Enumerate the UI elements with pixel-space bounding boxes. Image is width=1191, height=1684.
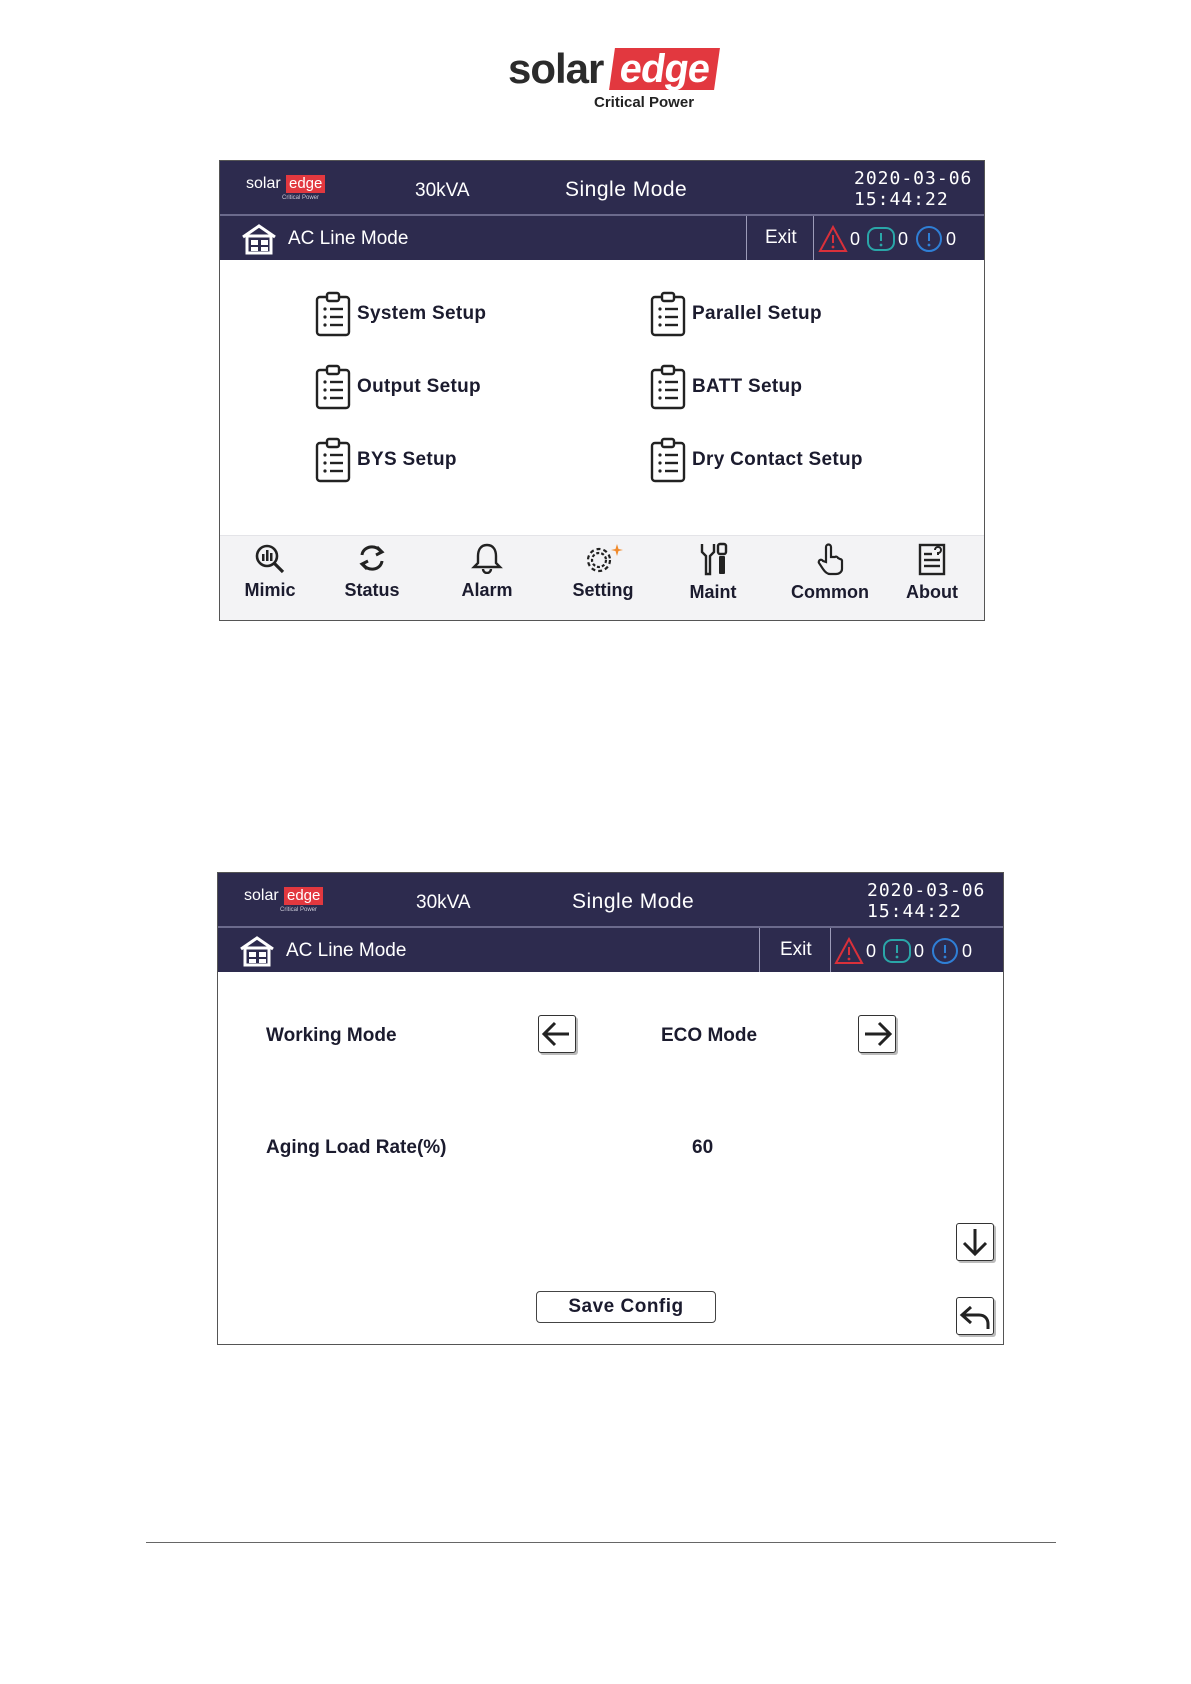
menu-label: Output Setup: [357, 376, 481, 397]
checklist-icon: [650, 437, 686, 483]
info-alarm-icon: [914, 225, 944, 253]
setting-menu-screen: [219, 160, 985, 621]
datetime-display: [867, 880, 985, 922]
alarm-counters[interactable]: [818, 224, 962, 254]
date-label: 2020-03-06: [854, 168, 973, 189]
status-header: [220, 161, 984, 214]
divider: [813, 216, 814, 260]
critical-alarm-icon: [818, 225, 848, 253]
header-logo-solar: solar: [246, 175, 281, 192]
page-logo: [508, 44, 720, 114]
system-mode-label: Single Mode: [572, 890, 695, 913]
mode-bar: [220, 216, 984, 260]
menu-bys-setup[interactable]: [315, 437, 457, 483]
return-arrow-icon: [957, 1298, 993, 1334]
rating-label: 30kVA: [416, 892, 471, 913]
tools-icon: [696, 542, 730, 576]
warning-alarm-count: 0: [914, 940, 925, 961]
mode-bar: [218, 928, 1003, 972]
header-logo-edge: edge: [286, 175, 325, 193]
rating-label: 30kVA: [415, 180, 470, 201]
working-mode-label: Working Mode: [266, 1025, 397, 1046]
menu-output-setup[interactable]: [315, 364, 481, 410]
nav-about[interactable]: [887, 542, 977, 603]
menu-dry-contact-setup[interactable]: [650, 437, 863, 483]
nav-mimic[interactable]: [225, 542, 315, 601]
warning-alarm-icon: [882, 937, 912, 965]
aging-load-rate-value[interactable]: 60: [692, 1137, 714, 1158]
nav-alarm[interactable]: [442, 542, 532, 601]
prev-mode-button[interactable]: [538, 1015, 576, 1053]
exit-button[interactable]: Exit: [780, 939, 812, 960]
info-alarm-icon: [930, 937, 960, 965]
gear-icon: [581, 542, 625, 574]
header-logo-solar: solar: [244, 887, 279, 904]
line-mode-label: AC Line Mode: [286, 940, 407, 961]
next-mode-button[interactable]: [858, 1015, 896, 1053]
menu-label: Parallel Setup: [692, 303, 822, 324]
home-icon[interactable]: [238, 935, 276, 967]
document-question-icon: [915, 542, 949, 576]
nav-status[interactable]: [327, 542, 417, 601]
nav-label: About: [906, 582, 958, 602]
checklist-icon: [650, 364, 686, 410]
checklist-icon: [650, 291, 686, 337]
home-icon[interactable]: [240, 223, 278, 255]
info-alarm-count: 0: [962, 940, 973, 961]
hand-pointer-icon: [813, 542, 847, 576]
arrow-left-icon: [539, 1016, 575, 1052]
date-label: 2020-03-06: [867, 880, 986, 901]
working-mode-screen: [217, 872, 1004, 1345]
menu-label: System Setup: [357, 303, 487, 324]
exit-button[interactable]: Exit: [765, 227, 797, 248]
save-config-button[interactable]: Save Config: [536, 1291, 716, 1323]
checklist-icon: [315, 364, 351, 410]
nav-label: Alarm: [461, 580, 513, 600]
menu-label: BYS Setup: [357, 449, 457, 470]
logo-word-edge: edge: [609, 48, 720, 90]
alarm-counters[interactable]: [834, 936, 978, 966]
line-mode-label: AC Line Mode: [288, 228, 409, 249]
time-label: 15:44:22: [867, 901, 962, 922]
aging-load-rate-label: Aging Load Rate(%): [266, 1137, 447, 1158]
nav-label: Mimic: [244, 580, 296, 600]
menu-parallel-setup[interactable]: [650, 291, 822, 337]
nav-common[interactable]: [785, 542, 875, 603]
nav-label: Status: [344, 580, 400, 600]
logo-word-solar: solar: [508, 45, 604, 92]
scroll-down-button[interactable]: [956, 1223, 994, 1261]
nav-label: Maint: [689, 582, 737, 602]
divider: [759, 928, 760, 972]
status-header: [218, 873, 1003, 926]
menu-system-setup[interactable]: [315, 291, 486, 337]
nav-setting[interactable]: [558, 542, 648, 601]
header-logo-subtitle: Critical Power: [282, 195, 320, 201]
warning-alarm-icon: [866, 225, 896, 253]
back-button[interactable]: [956, 1297, 994, 1335]
working-mode-value: ECO Mode: [661, 1025, 758, 1046]
header-logo: [246, 175, 336, 205]
arrow-right-icon: [859, 1016, 895, 1052]
warning-alarm-count: 0: [898, 228, 909, 249]
arrow-down-icon: [957, 1224, 993, 1260]
refresh-icon: [355, 542, 389, 574]
nav-label: Setting: [572, 580, 634, 600]
critical-alarm-icon: [834, 937, 864, 965]
critical-alarm-count: 0: [850, 228, 861, 249]
nav-maint[interactable]: [668, 542, 758, 603]
footer-divider: [146, 1542, 1056, 1543]
header-logo: [244, 887, 334, 917]
bell-icon: [470, 542, 504, 574]
header-logo-edge: edge: [284, 887, 323, 905]
nav-label: Common: [791, 582, 869, 602]
datetime-display: [854, 168, 972, 210]
system-mode-label: Single Mode: [565, 178, 688, 201]
divider: [746, 216, 747, 260]
header-logo-subtitle: Critical Power: [280, 907, 318, 913]
checklist-icon: [315, 291, 351, 337]
menu-label: BATT Setup: [692, 376, 803, 397]
magnifier-chart-icon: [253, 542, 287, 574]
menu-label: Dry Contact Setup: [692, 449, 863, 470]
logo-subtitle: Critical Power: [594, 94, 695, 111]
checklist-icon: [315, 437, 351, 483]
bottom-nav: [220, 535, 984, 620]
critical-alarm-count: 0: [866, 940, 877, 961]
time-label: 15:44:22: [854, 189, 949, 210]
menu-batt-setup[interactable]: [650, 364, 802, 410]
divider: [830, 928, 831, 972]
info-alarm-count: 0: [946, 228, 957, 249]
